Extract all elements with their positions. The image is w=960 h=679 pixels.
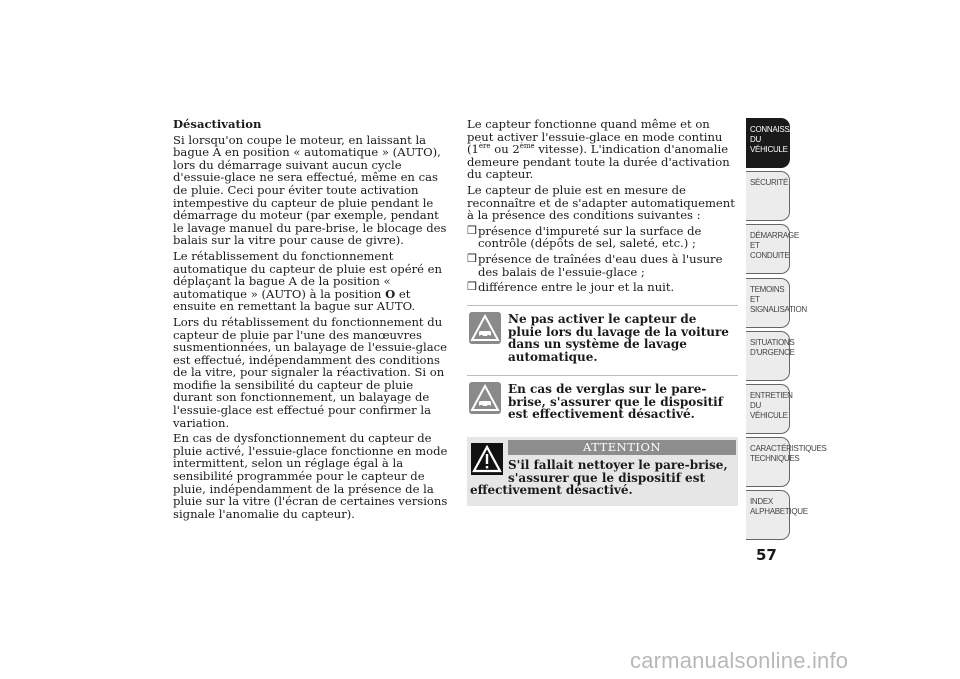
paragraph-restore-sweep: Lors du rétablissement du fonctionnement du capteur de pluie par l'une des manœuvres susmentionnées, un balayage de l'essuie-glace est effectué, indépendamment des conditions de la vitre, pour signaler la réactivation. Si on modifie la sensibilité du capteur de pluie durant son fonctionnement, un balayage de l'essuie-glace est effectué pour confirmer la variation. [173,314,447,430]
superscript-first: ère [478,142,491,151]
p1-part-c: vitesse). L'indication d'anomalie demeure pendant toute la durée d'activation du capteur. [467,142,730,182]
page-number: 57 [756,546,777,564]
tab-situations-urgence[interactable]: SITUATIONS D'URGENCE [746,331,790,381]
restore-text-a: Le rétablissement du fonctionnement automatique du capteur de pluie est opéré en déplaçant la bague A de la position « automatique » (AUTO) à la position [173,248,442,301]
warning-text [470,459,730,497]
section-heading: Désactivation [173,117,262,131]
p1-part-a: Le capteur fonctionne quand même et on peut activer l'essuie-glace en mode continu (1 [467,117,723,157]
paragraph-malfunction: En cas de dysfonctionnement du capteur de pluie activé, l'essuie-glace fonctionne en mode intermittent, selon un réglage égal à la sensibilité programmée pour le capteur de pluie, indépendamment de la présence de la pluie sur la vitre (l'écran de certaines versions signale l'anomalie du capteur). [173,431,448,521]
checkbox-bullet-icon: ❒ [467,251,477,265]
checkbox-bullet-icon: ❒ [467,223,477,237]
tab-entretien-vehicule[interactable]: ENTRETIEN DU VÉHICULE [746,384,790,434]
tab-connaissance-vehicule[interactable]: CONNAISSANCE DU VÉHICULE [746,118,790,168]
warning-line-1: S'il fallait nettoyer le pare-brise, [508,458,728,472]
tab-temoins-signalisation[interactable]: TEMOINS ET SIGNALISATION [746,278,790,328]
paragraph-restore [173,250,450,313]
restore-text-b: et ensuite en remettant la bague sur AUTO. [173,286,416,314]
tab-demarrage-conduite[interactable]: DÉMARRAGE ET CONDUITE [746,224,790,274]
note-box-car-wash [467,305,738,368]
list-item-text: présence de traînées d'eau dues à l'usure des balais de l'essuie-glace ; [478,251,723,279]
paragraph-sensor-conditions: Le capteur de pluie est en mesure de reconnaître et de s'adapter automatiquement à la présence des conditions suivantes : [467,182,735,223]
tab-securite[interactable]: SÉCURITÉ [746,171,790,221]
p1-part-b: ou 2 [490,142,520,157]
list-item-text: présence d'impureté sur la surface de contrôle (dépôts de sel, saleté, etc.) ; [478,223,702,251]
paragraph-sensor-continuous [467,118,739,181]
warning-box [467,437,738,506]
list-item [467,225,739,250]
tab-caracteristiques-techniques[interactable]: CARACTÉRISTIQUES TECHNIQUES [746,437,790,487]
list-item-text: différence entre le jour et la nuit. [478,280,675,295]
note-text-ice: En cas de verglas sur le pare-brise, s'assurer que le dispositif est effectivement désactivé. [508,382,723,421]
note-box-ice [467,375,738,428]
checkbox-bullet-icon: ❒ [467,280,477,294]
restore-position-o: O [385,286,396,301]
warning-line-2: s'assurer que le dispositif est [508,470,705,485]
list-item [467,281,739,294]
paragraph-deactivation: Si lorsqu'on coupe le moteur, en laissant la bague A en position « automatique » (AUTO), lors du démarrage suivant aucun cycle d'essuie-glace ne sera effectué, même en cas de pluie. Ceci pour éviter toute activation intempestive du capteur de pluie pendant le démarrage du moteur (par exemple, pendant le lavage manuel du pare-brise, le blocage des balais sur la vitre pour cause de givre). [173,132,447,248]
superscript-second: ème [519,142,535,151]
left-column [173,118,450,523]
warning-title: ATTENTION [508,440,736,455]
car-warning-icon [469,382,501,414]
list-item [467,253,739,278]
warning-line-3: effectivement désactivé. [470,483,633,497]
footer-watermark: carmanualsonline.info [630,648,849,673]
right-column [467,118,739,297]
car-wash-warning-icon [469,312,501,344]
tab-index-alphabetique[interactable]: INDEX ALPHABETIQUE [746,490,790,540]
note-text-car-wash: Ne pas activer le capteur de pluie lors du lavage de la voiture dans un système de lavage automatique. [508,312,729,364]
